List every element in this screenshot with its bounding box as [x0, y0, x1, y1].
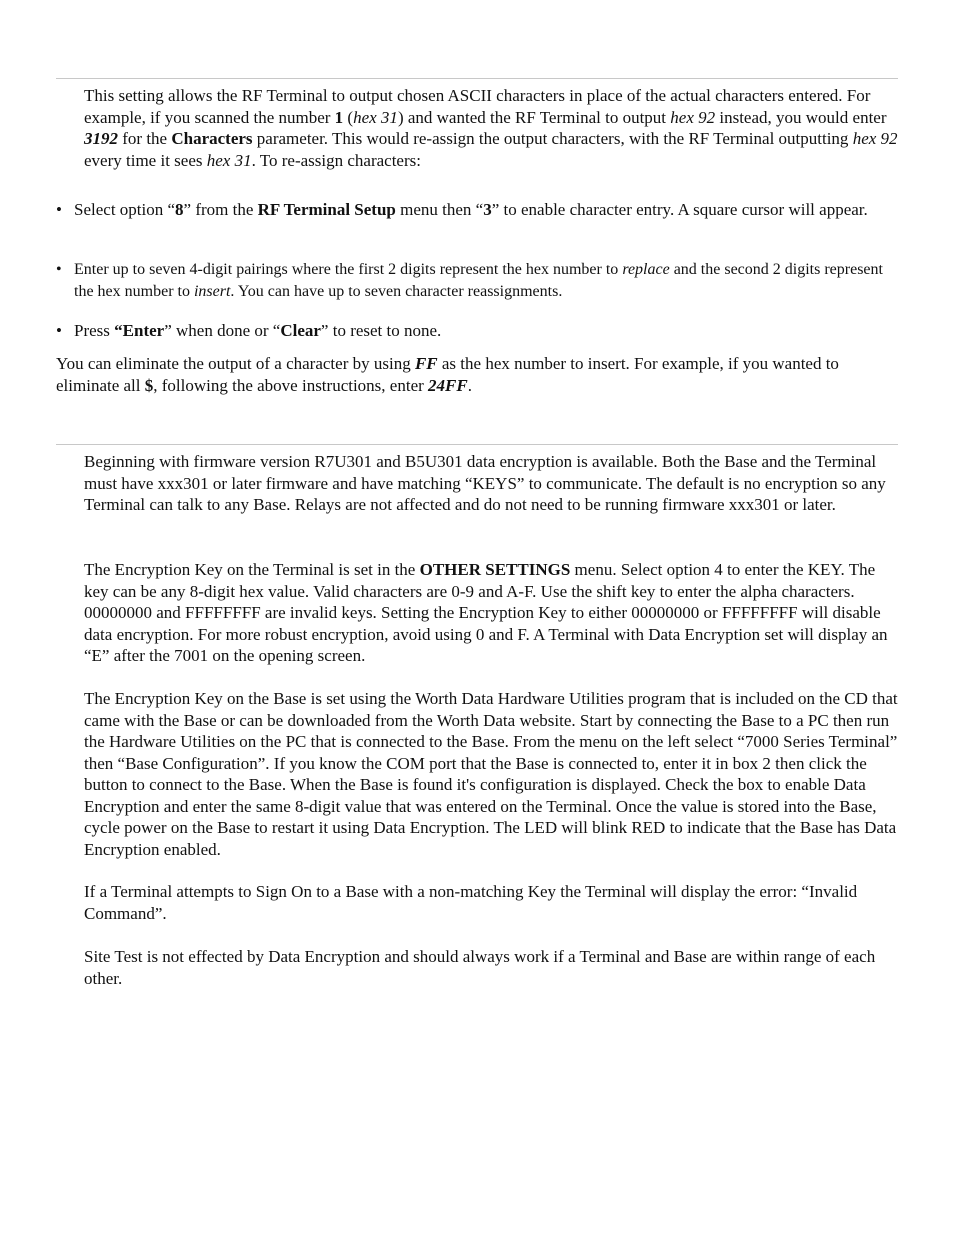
text-italic: hex 92: [670, 107, 716, 127]
text: ) and wanted the RF Terminal to output: [397, 107, 671, 127]
text: for the: [118, 129, 172, 148]
bullet-item-enter-pairings: [56, 259, 898, 302]
text: every time it sees: [84, 150, 207, 170]
text: . To re-assign characters:: [251, 150, 421, 170]
text: ” to enable character entry. A square cursor will appear.: [491, 200, 868, 219]
text: ” from the: [183, 200, 258, 219]
text-italic: replace: [622, 261, 670, 278]
text: instead, you would enter: [715, 107, 887, 127]
text-bold-italic: 24FF: [428, 375, 468, 395]
text-bold-italic: 3192: [84, 129, 118, 148]
bullet-item-press-enter: [56, 320, 898, 342]
text: menu then “: [395, 200, 484, 219]
text: parameter. This would re-assign the output characters, with the RF Terminal outputting: [252, 129, 853, 148]
section-divider-top: [56, 78, 898, 79]
text: You can eliminate the output of a character by using: [56, 354, 415, 373]
invalid-command-paragraph: If a Terminal attempts to Sign On to a Base with a non-matching Key the Terminal will display the error: “Invalid Command”.: [84, 882, 858, 923]
text-bold: $: [144, 375, 154, 395]
text: . You can have up to seven character reassignments.: [230, 282, 563, 300]
text-bold: 3: [483, 200, 492, 219]
text: ” when done or “: [164, 321, 281, 340]
text: ” to reset to none.: [320, 321, 442, 340]
text: and the second 2 digits represent the hex number to: [74, 261, 883, 300]
base-key-paragraph: The Encryption Key on the Base is set using the Worth Data Hardware Utilities program that is included on the CD that came with the Base or can be downloaded from the Worth Data website. Start by connecting the Base to a PC then run the Hardware Utilities on the PC that is connected to the Base. From the menu on the left select “7000 Series Terminal” then “Base Configuration”. If you know the COM port that the Base is connected to, enter it in box 2 then click the button to connect to the Base. When the Base is found it's configuration is displayed. Check the box to enable Data Encryption and enter the same 8-digit value that was entered on the Terminal. Once the value is stored into the Base, cycle power on the Base to restart it using Data Encryption. The LED will blink RED to indicate that the Base has Data Encryption enabled.: [84, 689, 898, 859]
bullet-icon: •: [56, 321, 62, 340]
bullet-icon: •: [56, 261, 62, 278]
text: The Encryption Key on the Terminal is set in the: [84, 560, 420, 579]
text-bold: Clear: [280, 321, 321, 340]
text: Enter up to seven 4-digit pairings where the first 2 digits represent the hex number to: [74, 261, 623, 278]
encryption-intro-paragraph: Beginning with firmware version R7U301 and B5U301 data encryption is available. Both the Base and the Terminal must have xxx301 or later firmware and have matching “KEYS” to communicate. The default is no encryption so any Terminal can talk to any Base. Relays are not affected and do not need to be running firmware xxx301 or later.: [84, 452, 886, 514]
text: , following the above instructions, enter: [153, 375, 429, 395]
text: Select option “: [74, 200, 176, 219]
site-test-paragraph: Site Test is not effected by Data Encryption and should always work if a Terminal and Base are within range of each other.: [84, 947, 876, 988]
text-bold: “Enter: [114, 321, 165, 340]
text: Press: [74, 321, 115, 340]
text-italic: hex 31: [206, 150, 252, 170]
bullet-item-select-option: [56, 199, 898, 221]
text-italic: hex 92: [852, 129, 898, 148]
text-bold: Characters: [171, 129, 253, 148]
text: as the hex number to insert. For example, if you wanted to eliminate all: [56, 354, 839, 395]
text-bold: 8: [175, 200, 184, 219]
text-italic: hex 31: [353, 107, 398, 127]
text-italic: insert: [193, 282, 231, 300]
text: .: [467, 375, 472, 395]
text-bold-italic: FF: [414, 354, 438, 373]
character-reassign-intro: [84, 85, 898, 171]
text: menu. Select option 4 to enter the KEY. The key can be any 8-digit hex value. Valid characters are 0-9 and A-F. Use the shift key to enter the alpha characters. 00000000 and FFFFFFFF are invalid keys. Setting the Encryption Key to either 00000000 or FFFFFFFF will disable data encryption. For more robust encryption, avoid using 0 and F. A Terminal with Data Encryption set will display an “E” after the 7001 on the opening screen.: [84, 560, 888, 665]
text-bold: 1: [334, 107, 344, 127]
text: (: [343, 107, 354, 127]
bullet-icon: •: [56, 200, 62, 219]
eliminate-character-note: [56, 353, 898, 396]
text-bold: OTHER SETTINGS: [419, 560, 571, 579]
section-divider-encryption: [56, 444, 898, 445]
text-bold: RF Terminal Setup: [257, 200, 396, 219]
text: This setting allows the RF Terminal to output chosen ASCII characters in place of the actual characters entered. For example, if you scanned the number: [84, 86, 871, 127]
terminal-key-paragraph: [84, 559, 898, 667]
